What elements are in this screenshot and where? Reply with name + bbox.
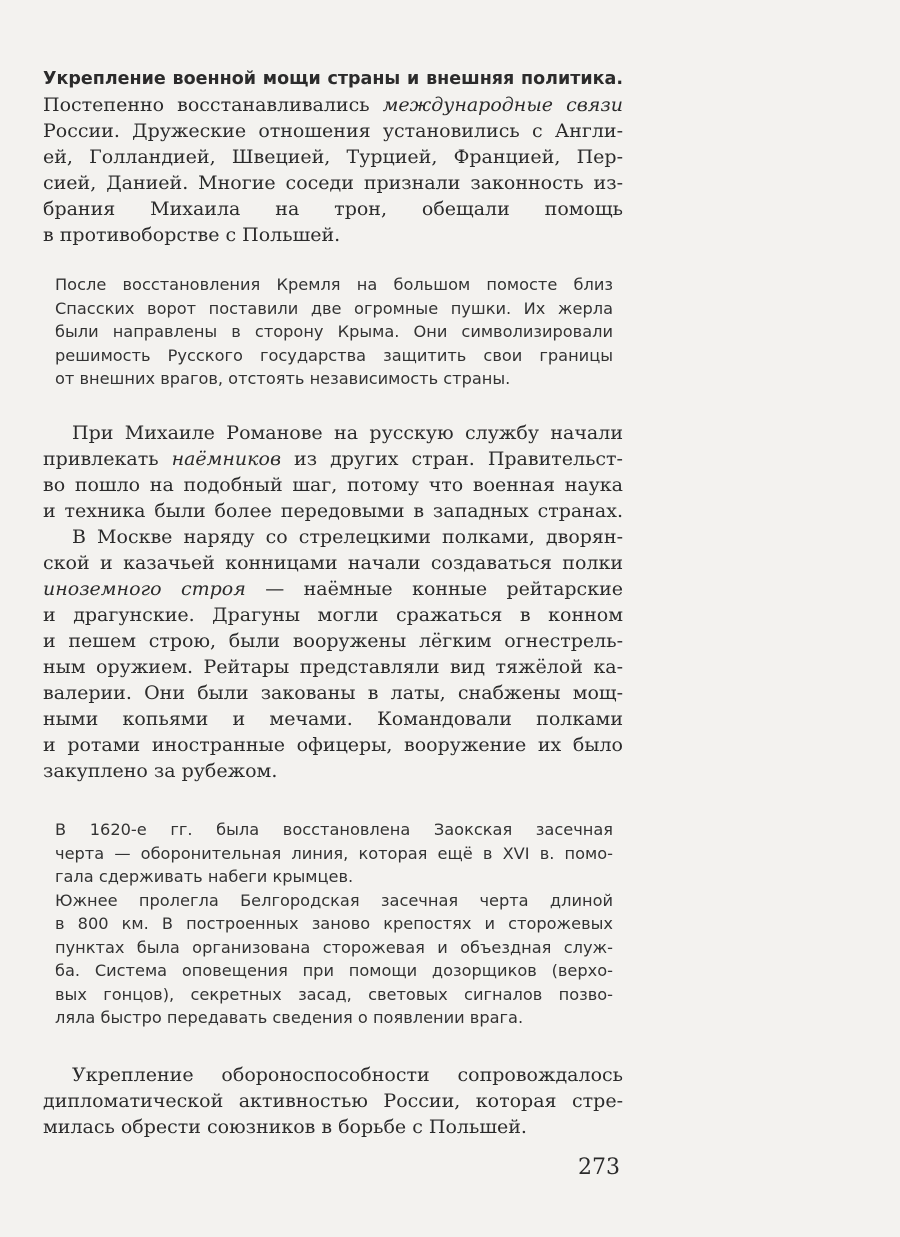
text-line: В Москве наряду со стрелецкими полками, дворян- bbox=[72, 526, 623, 548]
text-line: в противоборстве с Польшей. bbox=[43, 224, 341, 246]
box-line: ляла быстро передавать сведения о появлении врага. bbox=[55, 1008, 524, 1027]
box-line: от внешних врагов, отстоять независимость страны. bbox=[55, 369, 511, 388]
text-line: привлекать наёмников из других стран. Правительст- bbox=[43, 448, 623, 470]
box-line: черта — оборонительная линия, которая ещё в XVI в. помо- bbox=[55, 843, 613, 863]
box-line: гала сдерживать набеги крымцев. bbox=[55, 867, 354, 886]
box-line: решимость Русского государства защитить свои границы bbox=[55, 345, 613, 365]
text-line: сией, Данией. Многие соседи признали законность из- bbox=[43, 172, 623, 194]
emphasis: наёмников bbox=[171, 448, 282, 470]
emphasis: международные связи bbox=[382, 94, 623, 116]
section-diplomacy bbox=[43, 1062, 623, 1140]
text-line: Укрепление обороноспособности сопровождалось bbox=[72, 1064, 623, 1086]
box-line: пунктах была организована сторожевая и объездная служ- bbox=[55, 937, 613, 957]
text-line: Постепенно восстанавливались международные связи bbox=[43, 94, 623, 116]
text-line: во пошло на подобный шаг, потому что военная наука bbox=[43, 474, 623, 496]
text-line: иноземного строя — наёмные конные рейтарские bbox=[43, 578, 623, 600]
text-line: милась обрести союзников в борьбе с Польшей. bbox=[43, 1116, 527, 1138]
text-line: ными копьями и мечами. Командовали полками bbox=[43, 708, 623, 730]
box-line: В 1620-е гг. была восстановлена Заокская засечная bbox=[55, 820, 613, 839]
text-line: и ротами иностранные офицеры, вооружение их было bbox=[43, 734, 623, 756]
info-box-cannons bbox=[55, 273, 613, 391]
box-line: были направлены в сторону Крыма. Они символизировали bbox=[55, 322, 613, 341]
box-line: Спасских ворот поставили две огромные пушки. Их жерла bbox=[55, 298, 613, 318]
text-line: При Михаиле Романове на русскую службу начали bbox=[72, 422, 623, 444]
text-line: ской и казачьей конницами начали создаваться полки bbox=[43, 552, 623, 574]
info-box-defense-lines bbox=[55, 818, 613, 1030]
text-line: ей, Голландией, Швецией, Турцией, Францией, Пер- bbox=[43, 146, 623, 168]
page-number: 273 bbox=[578, 1155, 620, 1180]
box-line: вых гонцов), секретных засад, световых сигналов позво- bbox=[55, 984, 613, 1004]
box-line: Южнее пролегла Белгородская засечная черта длиной bbox=[55, 890, 613, 910]
text-line: ным оружием. Рейтары представляли вид тяжёлой ка- bbox=[43, 656, 623, 678]
text-line: брания Михаила на трон, обещали помощь bbox=[43, 198, 623, 220]
text-line: и пешем строю, были вооружены лёгким огнестрель- bbox=[43, 630, 623, 652]
emphasis: иноземного строя bbox=[43, 578, 246, 600]
section-military-foreign-policy bbox=[43, 66, 623, 248]
text-line: закуплено за рубежом. bbox=[43, 760, 278, 782]
text-line: и драгунские. Драгуны могли сражаться в конном bbox=[43, 604, 623, 626]
text-line: и техника были более передовыми в западных странах. bbox=[43, 500, 623, 522]
section-heading: Укрепление военной мощи страны и внешняя политика. bbox=[43, 69, 623, 89]
text-line: России. Дружеские отношения установились с Англи- bbox=[43, 120, 623, 142]
text-line: валерии. Они были закованы в латы, снабжены мощ- bbox=[43, 682, 623, 704]
box-line: в 800 км. В построенных заново крепостях и сторожевых bbox=[55, 914, 613, 933]
box-line: После восстановления Кремля на большом помосте близ bbox=[55, 275, 613, 294]
section-mercenaries bbox=[43, 420, 623, 784]
box-line: ба. Система оповещения при помощи дозорщиков (верхо- bbox=[55, 961, 613, 980]
text-line: дипломатической активностью России, которая стре- bbox=[43, 1090, 623, 1112]
